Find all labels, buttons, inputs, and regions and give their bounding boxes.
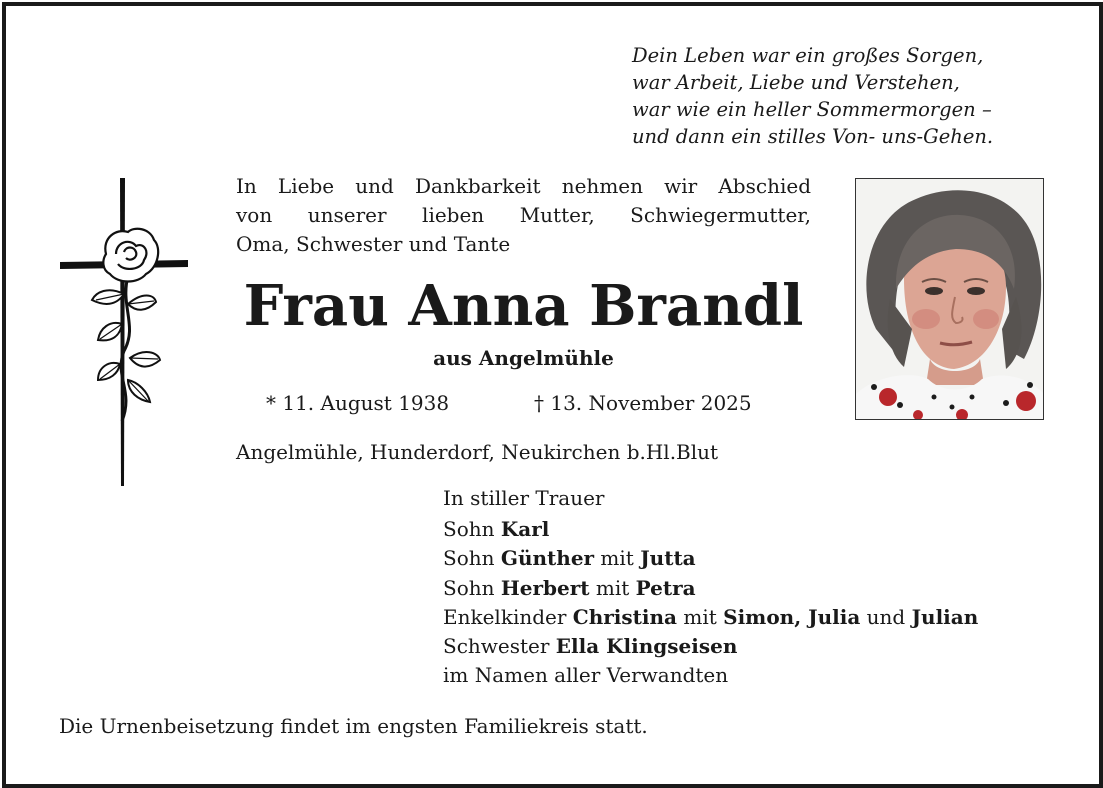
portrait-photo (855, 178, 1044, 420)
mourner-relation: Schwester (443, 634, 556, 659)
mourner-row (443, 603, 978, 632)
cross-with-rose-icon (58, 176, 190, 488)
deceased-origin: aus Angelmühle (433, 346, 614, 370)
mourner-name: Herbert (500, 575, 590, 600)
mourner-row (443, 661, 978, 690)
mourner-name: Karl (500, 517, 550, 542)
mourner-relation: mit (589, 575, 636, 600)
mourner-name: Petra (635, 575, 696, 600)
mourner-relation: mit (594, 546, 641, 571)
mourner-row (443, 515, 978, 544)
poem-line: Dein Leben war ein großes Sorgen, (632, 44, 984, 67)
mourner-relation: mit (677, 604, 724, 629)
mourner-relation: Sohn (443, 546, 501, 571)
mourner-name: Simon, Julia (723, 604, 861, 629)
poem (632, 42, 1072, 150)
mourners-lead: In stiller Trauer (443, 486, 605, 510)
deceased-name: Frau Anna Brandl (243, 273, 804, 339)
birth-date: * 11. August 1938 (266, 391, 450, 415)
mourner-row (443, 574, 978, 603)
mourner-relation: Enkelkinder (443, 604, 573, 629)
mourner-name: Julian (911, 604, 979, 629)
mourner-name: Jutta (640, 546, 696, 571)
places-line: Angelmühle, Hunderdorf, Neukirchen b.Hl.Blut (236, 440, 719, 464)
mourner-relation: im Namen aller Verwandten (443, 663, 729, 688)
poem-line: war Arbeit, Liebe und Verstehen, (632, 71, 960, 94)
intro-text (236, 172, 811, 259)
mourner-relation: Sohn (443, 517, 501, 542)
mourners-list (443, 484, 978, 690)
mourner-relation: und (860, 604, 912, 629)
mourner-name: Ella Klingseisen (555, 634, 738, 659)
mourner-name: Christina (572, 604, 677, 629)
burial-note: Die Urnenbeisetzung findet im engsten Familiekreis statt. (59, 714, 648, 738)
mourner-row (443, 544, 978, 573)
intro-line: von unserer lieben Mutter, Schwiegermutter, (236, 203, 811, 227)
mourner-rows (443, 515, 978, 690)
death-date: † 13. November 2025 (534, 391, 752, 415)
poem-line: und dann ein stilles Von- uns-Gehen. (632, 125, 994, 148)
mourner-row (443, 632, 978, 661)
intro-line: Oma, Schwester und Tante (236, 232, 511, 256)
poem-line: war wie ein heller Sommermorgen – (632, 98, 992, 121)
mourner-relation: Sohn (443, 575, 501, 600)
mourner-name: Günther (500, 546, 595, 571)
intro-line: In Liebe und Dankbarkeit nehmen wir Abschied (236, 174, 811, 198)
